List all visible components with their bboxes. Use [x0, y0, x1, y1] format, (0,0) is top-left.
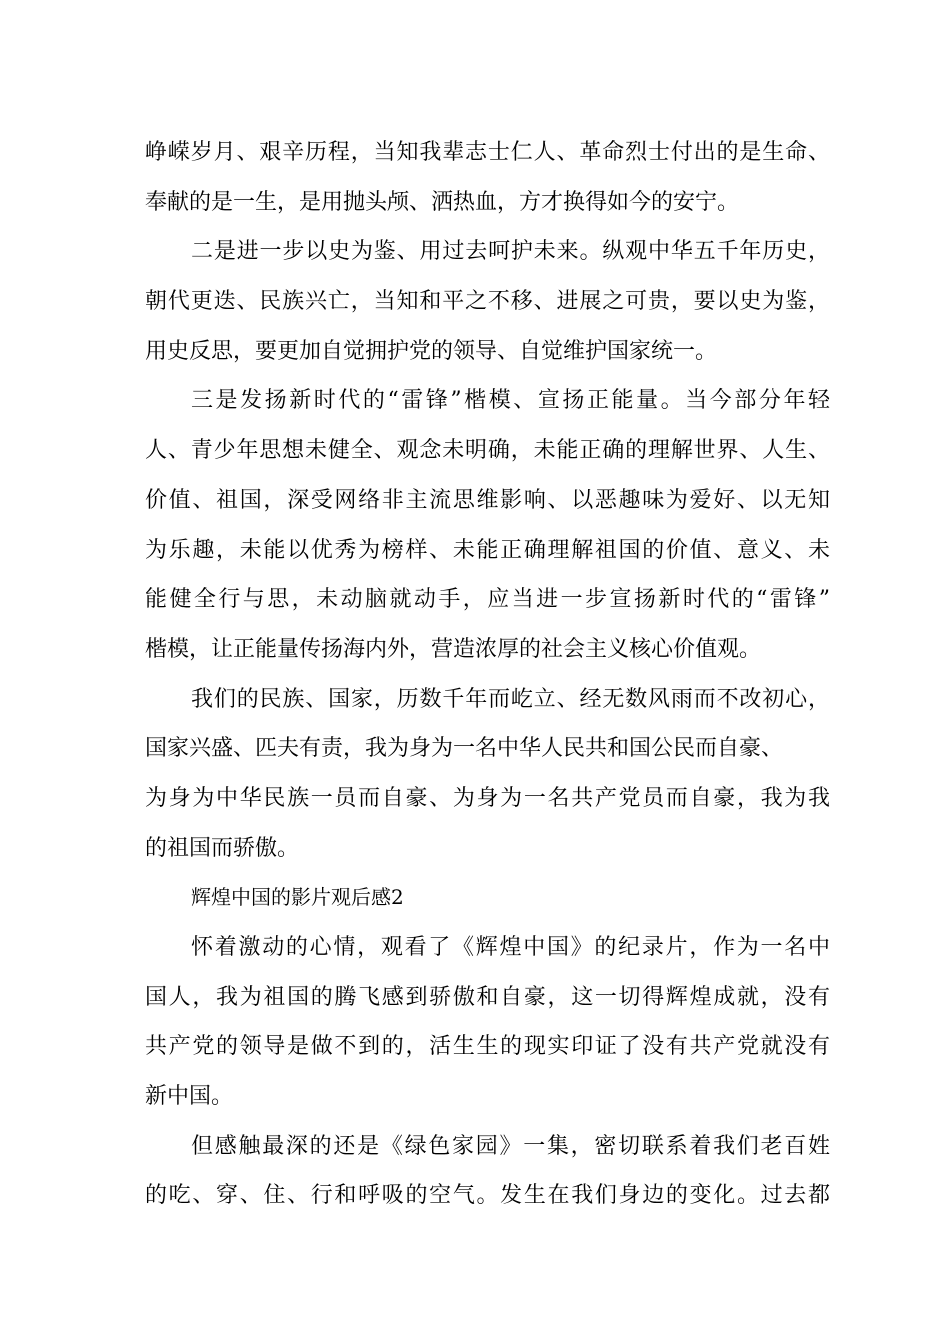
document-body [145, 128, 830, 1221]
text-line: 国家兴盛、匹夫有责，我为身为一名中华人民共和国公民而自豪、 [145, 736, 784, 762]
text-line: 二是进一步以史为鉴、用过去呵护未来。纵观中华五千年历史， [191, 239, 830, 265]
text-line: 价值、祖国，深受网络非主流思维影响、以恶趣味为爱好、以无知 [145, 487, 830, 513]
text-line: 用史反思，要更加自觉拥护党的领导、自觉维护国家统一。 [145, 338, 718, 364]
text-line: 朝代更迭、民族兴亡，当知和平之不移、进展之可贵，要以史为鉴， [145, 289, 830, 315]
text-line: 峥嵘岁月、艰辛历程，当知我辈志士仁人、革命烈士付出的是生命、 [145, 140, 830, 165]
text-line: 国人，我为祖国的腾飞感到骄傲和自豪，这一切得辉煌成就，没有 [145, 984, 830, 1010]
text-line: 为身为中华民族一员而自豪、为身为一名共产党员而自豪，我为我 [145, 785, 830, 811]
text-line: 三是发扬新时代的“雷锋”楷模、宣扬正能量。当今部分年轻 [191, 388, 830, 414]
text-line: 的祖国而骄傲。 [145, 835, 300, 861]
text-line: 能健全行与思，未动脑就动手，应当进一步宣扬新时代的“雷锋” [145, 587, 830, 613]
text-line: 怀着激动的心情，观看了《辉煌中国》的纪录片，作为一名中 [191, 935, 830, 960]
section-heading: 辉煌中国的影片观后感2 [191, 885, 404, 910]
text-line: 人、青少年思想未健全、观念未明确，未能正确的理解世界、人生、 [145, 438, 830, 464]
text-line: 楷模，让正能量传扬海内外，营造浓厚的社会主义核心价值观。 [145, 636, 762, 662]
text-line: 奉献的是一生，是用抛头颅、洒热血，方才换得如今的安宁。 [145, 189, 740, 215]
text-line: 的吃、穿、住、行和呼吸的空气。发生在我们身边的变化。过去都 [145, 1183, 830, 1209]
text-line: 新中国。 [145, 1084, 234, 1110]
text-line: 但感触最深的还是《绿色家园》一集，密切联系着我们老百姓 [191, 1133, 830, 1159]
text-line: 为乐趣，未能以优秀为榜样、未能正确理解祖国的价值、意义、未 [145, 537, 830, 563]
text-line: 共产党的领导是做不到的，活生生的现实印证了没有共产党就没有 [145, 1034, 830, 1060]
text-line: 我们的民族、国家，历数千年而屹立、经无数风雨而不改初心， [191, 686, 830, 712]
